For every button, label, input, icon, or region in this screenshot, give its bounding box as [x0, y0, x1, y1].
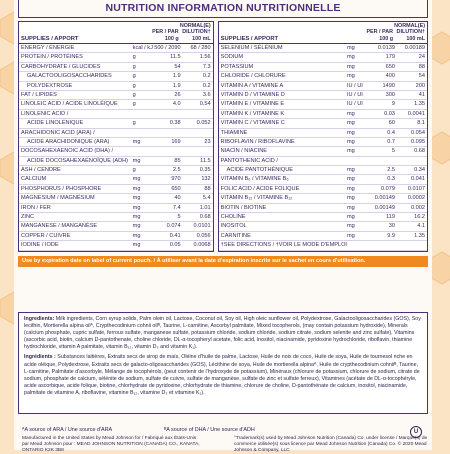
value-per-100g: 60	[388, 120, 395, 127]
nutrient-label: CARNITINE	[220, 232, 251, 239]
table-header	[19, 22, 213, 44]
nutrient-unit: mg	[347, 148, 355, 155]
nutrient-label: ACIDE ARACHIDONIQUE (ARA)	[27, 138, 110, 145]
nutrient-unit: mg	[347, 167, 355, 174]
nutrient-unit: g	[132, 82, 136, 89]
nutrient-unit: mg	[347, 110, 355, 117]
nutrient-unit: mg	[132, 138, 141, 145]
value-per-100g: 0.03	[384, 110, 395, 117]
value-per-100ml: 0.002	[411, 204, 425, 211]
nutrient-label: CHOLINE	[220, 214, 246, 221]
nutrient-row	[19, 72, 213, 81]
nutrient-row	[219, 147, 427, 156]
nutrient-unit: mg	[347, 185, 355, 192]
value-per-100g: 650	[385, 63, 395, 70]
value-per-100ml: 0.34	[414, 167, 425, 174]
nutrient-label: MANGANESE / MANGANÈSE	[21, 223, 98, 230]
nutrient-label: VITAMIN A / VITAMINE A	[220, 82, 284, 89]
value-per-100ml: 23	[204, 138, 211, 145]
value-per-100g: 1.9	[172, 73, 181, 80]
nutrient-label: PROTEIN / PROTÉINES	[21, 54, 83, 61]
value-per-100g	[365, 157, 395, 165]
value-per-100g: 0.079	[381, 185, 395, 192]
table-header-label: SUPPLIES / APPORT	[21, 36, 79, 42]
value-per-100ml: 41	[418, 91, 425, 98]
nutrient-unit: mg	[132, 176, 141, 183]
value-per-100ml: 3.6	[202, 91, 211, 98]
value-per-100g: 54	[174, 63, 181, 70]
nutrient-row	[219, 119, 427, 128]
value-per-100ml: 1.01	[199, 204, 211, 211]
nutrient-row	[19, 91, 213, 100]
value-per-100g: 0.7	[387, 138, 395, 145]
value-per-100ml: 0.68	[199, 214, 211, 221]
per-par-text: PER / PAR	[366, 29, 393, 36]
per-100g-header	[147, 29, 179, 42]
value-per-100g: 9.9	[387, 232, 395, 239]
value-per-100ml	[181, 110, 211, 118]
nutrient-unit: mg	[347, 73, 355, 80]
nutrient-row	[219, 63, 427, 72]
per-100ml-text: 100 mL	[406, 35, 425, 42]
normal-text: NORMAL(E)	[179, 22, 211, 29]
nutrient-unit: mg	[347, 223, 355, 230]
nutrient-label: COPPER / CUIVRE	[21, 232, 71, 239]
nutrient-label: VITAMIN E / VITAMINE E	[220, 101, 285, 108]
value-per-100g	[365, 241, 395, 249]
ingredients-french	[24, 354, 422, 397]
nutrient-label: FAT / LIPIDES	[21, 91, 57, 98]
nutrition-panel	[14, 0, 432, 312]
value-per-100ml: 0.2	[202, 73, 211, 80]
nutrient-row	[19, 175, 213, 184]
value-per-100g	[151, 129, 181, 137]
value-per-100ml: 4.1	[417, 223, 425, 230]
nutrient-row	[219, 204, 427, 213]
value-per-100ml: 0.00189	[404, 45, 425, 51]
value-per-100g: 7.4	[172, 204, 181, 211]
nutrient-row	[219, 166, 427, 175]
value-per-100ml: 0.0002	[407, 195, 425, 202]
nutrient-label: ARACHIDONIC ACID (ARA) /	[21, 129, 95, 136]
nutrient-row	[19, 147, 213, 156]
nutrient-unit: kcal / kJ	[132, 45, 153, 51]
value-per-100ml: 5.4	[202, 195, 211, 202]
nutrient-label: CALCIUM	[21, 176, 47, 183]
value-per-100ml: 0.095	[411, 138, 425, 145]
value-per-100ml: 0.54	[199, 101, 211, 108]
nutrient-label: NIACIN / NIACINE	[220, 148, 267, 155]
value-per-100g: 26	[174, 91, 181, 98]
per-100ml-text: 100 mL	[192, 35, 211, 42]
nutrient-row	[19, 185, 213, 194]
value-per-100ml: 0.054	[411, 129, 425, 136]
ingredients-fr-label: Ingrédients :	[24, 354, 56, 361]
value-per-100ml: 0.35	[199, 167, 211, 174]
value-per-100ml: 0.68	[414, 148, 425, 155]
value-per-100g: 169	[171, 138, 181, 145]
value-per-100ml: 0.2	[202, 82, 211, 89]
panel-title: NUTRITION INFORMATION NUTRITIONNELLE	[18, 0, 428, 18]
nutrient-unit: g	[132, 167, 136, 174]
value-per-100g: 0.41	[169, 232, 181, 239]
footnote-ara: ᴬA source of ARA / Une source d'ARA	[22, 427, 113, 433]
nutrient-label: DOCOSAHEXAENOIC ACID (DHA) /	[21, 148, 113, 155]
nutrient-unit: mg	[347, 63, 355, 70]
value-per-100ml: 0.056	[196, 232, 211, 239]
nutrient-unit: mg	[132, 185, 141, 192]
value-per-100g: 0.3	[387, 176, 395, 183]
nutrient-row	[219, 185, 427, 194]
nutrient-label: SELENIUM / SÉLÉNIUM	[220, 45, 283, 51]
value-per-100g: 1.9	[172, 82, 181, 89]
ingredients-english	[24, 316, 422, 351]
nutrient-row	[219, 44, 427, 53]
value-per-100ml: 132	[201, 176, 211, 183]
nutrient-rows-left	[19, 44, 213, 251]
value-per-100ml: 68 / 280	[190, 45, 211, 51]
nutrient-label: ACIDE DOCOSAHEXAÉNOÏQUE (ADH)	[27, 157, 129, 164]
per-par-text: PER / PAR	[152, 29, 179, 36]
value-per-100g: 0.074	[166, 223, 181, 230]
nutrient-row	[19, 82, 213, 91]
nutrient-unit: mg	[132, 232, 141, 239]
nutrient-unit: mg	[347, 232, 355, 239]
nutrient-unit: g	[132, 101, 136, 108]
expiration-note: Use by expiration date on label of current pouch. / À utiliser avant la date d'expiration inscrite sur le sachet en cours d'utilisation.	[18, 256, 428, 267]
value-per-100g: 650	[171, 185, 181, 192]
ingredients-fr-text: Substances laitières, Extraits secs de sirop de maïs, Oléine d'huile de palme, Lactose, Huile de noix de coco, Huile de soya, Huile de tournesol riche en acide oléique, Polydextrose, Extraits secs de galacto-oligosaccharides (GOS), Lécithine de soya, Huile de mortierella alpinaᴬ, Huile de crypthecodinium cohniiᴮ, Taurine, L-carnitine, Palmitate d'ascorbyle, Mélange de tocophérols, (peut contenir de l'hydroxyde de potassium), Minéraux (chlorure de potassium, chlorure de sodium, citrate de sodium, phosphate de calcium, sélénite de sodium, sulfate de cuivre, sulfate de manganèse, sulfate de zinc et sulfate ferreux), Vitamines (acétate de DL-α-tocophéryle, acide ascorbique, acide folique, biotine, chlorhydrate de pyridoxine, chlorhydrate de thiamine, chlorure de choline, D-pantothénate de calcium, inositol, niacinamide, palmitate de vitamine A, riboflavine, vitamine B₁₂, vitamine D₃ et vitamine K₁).	[24, 354, 420, 396]
nutrient-label: MAGNESIUM / MAGNÉSIUM	[21, 195, 95, 202]
nutrient-label: LINOLEIC ACID / ACIDE LINOLÉIQUE	[21, 101, 118, 108]
value-per-100ml: 88	[204, 185, 211, 192]
nutrient-row	[19, 194, 213, 203]
nutrient-label: INOSITOL	[220, 223, 247, 230]
nutrient-row	[19, 157, 213, 166]
value-per-100ml: 11.5	[200, 157, 211, 164]
nutrient-row	[219, 72, 427, 81]
nutrient-unit: mg	[132, 204, 141, 211]
value-per-100ml: 54	[418, 73, 425, 80]
value-per-100ml: 0.041	[411, 176, 425, 183]
table-header-label: SUPPLIES / APPORT	[220, 36, 279, 42]
nutrient-label: FOLIC ACID / ACIDE FOLIQUE	[220, 185, 300, 192]
nutrient-unit: mg	[347, 214, 355, 221]
nutrient-label: RIBOFLAVIN / RIBOFLAVINE	[220, 138, 295, 145]
trademark-text: °Trademark(s) used by Mead Johnson Nutrition (Canada) Co. under license / Marque(s) de commerce utilisée(s) sous licence par Mead Johnson Nutrition (Canada) Co. © 2020 Mead Johnson & Company, LLC	[234, 436, 428, 453]
value-per-100g: 5	[391, 148, 395, 155]
table-header	[219, 22, 427, 44]
value-per-100g: 2.5	[387, 167, 395, 174]
nutrient-row	[219, 213, 427, 222]
value-per-100ml: 1.35	[414, 101, 425, 108]
nutrient-unit: mg	[347, 129, 355, 136]
nutrient-unit	[133, 147, 151, 155]
value-per-100g: 40	[174, 195, 181, 202]
value-per-100g: 85	[174, 157, 181, 164]
value-per-100g: 1490	[382, 82, 395, 89]
nutrient-label: PANTOTHENIC ACID /	[220, 157, 278, 164]
nutrient-unit: g	[132, 73, 136, 80]
value-per-100g: 0.0139	[377, 45, 395, 51]
nutrient-unit: mg	[347, 45, 355, 51]
nutrient-unit: mg	[132, 157, 141, 164]
value-per-100g	[151, 110, 181, 118]
value-per-100ml: 1.56	[199, 54, 211, 61]
value-per-100g: 300	[385, 91, 395, 98]
nutrient-row	[219, 194, 427, 203]
value-per-100g: 0.4	[387, 129, 395, 136]
per-100g-header	[361, 29, 393, 42]
nutrient-label: THIAMINE	[220, 129, 248, 136]
nutrition-table-left	[18, 21, 214, 252]
nutrient-unit	[347, 157, 365, 165]
value-per-100ml: 1.35	[414, 232, 425, 239]
nutrient-label: GALACTOOLIGOSACCHARIDES	[27, 73, 112, 80]
nutrient-label: IODINE / IODE	[21, 242, 59, 249]
value-per-100g: 0.05	[169, 242, 181, 249]
nutrient-row	[219, 82, 427, 91]
nutrient-row	[219, 232, 427, 241]
nutrient-unit: IU / UI	[347, 91, 363, 98]
value-per-100g: 0.00149	[374, 195, 395, 202]
value-per-100g: 4.0	[172, 101, 181, 108]
nutrient-row	[219, 91, 427, 100]
nutrient-row	[219, 110, 427, 119]
value-per-100g: 119	[386, 214, 395, 221]
value-per-100g: 5	[177, 214, 181, 221]
nutrient-label: POLYDEXTROSE	[27, 82, 73, 89]
nutrient-row	[19, 129, 213, 138]
nutrient-row	[219, 138, 427, 147]
per-100g-text: 100 g	[164, 35, 179, 42]
value-per-100ml	[395, 157, 425, 165]
value-per-100ml: 0.0107	[407, 185, 425, 192]
value-per-100g: 500 / 2090	[154, 45, 181, 51]
nutrient-unit: mg	[347, 120, 355, 127]
value-per-100g	[151, 147, 181, 155]
nutrient-unit: mg	[132, 195, 141, 202]
nutrient-label: VITAMIN B₁₂ / VITAMINE B₁₂	[220, 195, 293, 202]
value-per-100ml: 88	[418, 63, 425, 70]
value-per-100ml: 7.3	[202, 63, 211, 70]
value-per-100g: 2.5	[172, 167, 181, 174]
ingredients-en-text: Milk ingredients, Corn syrup solids, Palm olein oil, Lactose, Coconut oil, Soy oil, High oleic sunflower oil, Polydextrose, Galactooligosaccharides (GOS), Soy lecithin, Mortierella alpina oilᴬ, Crypthecodinium cohnii oilᴮ, Taurine, L-carnitine, Ascorbyl palmitate, Mixed tocopherols, (may contain potassium hydroxide), Minerals (calcium phosphate, cupric sulfate, ferrous sulfate, manganese sulfate, potassium chloride, sodium chloride, sodium citrate, sodium selenite and zinc sulfate), Vitamins (ascorbic acid, biotin, calcium D-pantothenate, choline chloride, DL-α-tocopheryl acetate, folic acid, inositol, niacinamide, pyridoxine hydrochloride, riboflavin, thiamine hydrochloride, vitamin A palmitate, vitamin B₁₂, vitamin D₃ and vitamin K₁).	[24, 316, 421, 351]
value-per-100g: 9	[391, 101, 395, 108]
value-per-100ml: 16.2	[414, 214, 425, 221]
dilution-text: DILUTION†	[182, 29, 211, 36]
ingredients-box	[18, 312, 428, 414]
ingredients-en-label: Ingredients:	[24, 316, 55, 322]
value-per-100g: 0.00149	[374, 204, 395, 211]
per-100g-text: 100 g	[379, 35, 393, 42]
nutrient-unit: mg	[132, 223, 141, 230]
nutrient-row	[219, 53, 427, 62]
kosher-symbol-icon: U	[410, 426, 422, 438]
nutrient-label: VITAMIN D / VITAMINE D	[220, 91, 285, 98]
nutrient-row	[19, 222, 213, 231]
nutrient-unit: mg	[132, 242, 141, 249]
nutrient-row	[19, 241, 213, 250]
nutrient-row	[219, 222, 427, 231]
nutrient-label: SODIUM	[220, 54, 244, 61]
value-per-100g: 970	[171, 176, 181, 183]
nutrient-row	[19, 100, 213, 109]
value-per-100ml: 0.0101	[193, 223, 211, 230]
value-per-100g: 400	[385, 73, 395, 80]
value-per-100ml: 24	[418, 54, 425, 61]
nutrient-label: VITAMIN B₆ / VITAMINE B₆	[220, 176, 289, 183]
value-per-100ml: 0.0068	[193, 242, 211, 249]
nutrition-table-right	[218, 21, 428, 252]
nutrient-label: ZINC	[21, 214, 35, 221]
nutrient-label: ACIDE PANTOTHÉNIQUE	[226, 167, 293, 174]
nutrient-row	[19, 53, 213, 62]
nutrient-label: PHOSPHORUS / PHOSPHORE	[21, 185, 102, 192]
value-per-100ml	[395, 241, 425, 249]
nutrient-label: LINOLENIC ACID /	[21, 110, 69, 117]
nutrient-label: VITAMIN K / VITAMINE K	[220, 110, 285, 117]
nutrient-row	[219, 241, 427, 250]
nutrient-unit: g	[132, 54, 136, 61]
nutrient-label: CHLORIDE / CHLORURE	[220, 73, 286, 80]
nutrient-row	[19, 110, 213, 119]
footer	[14, 424, 432, 453]
nutrient-row	[219, 129, 427, 138]
nutrient-row	[19, 138, 213, 147]
normal-dilution-header	[393, 23, 425, 42]
nutrient-unit: mg	[132, 214, 141, 221]
nutrient-unit	[133, 129, 151, 137]
nutrient-unit: mg	[347, 54, 355, 61]
nutrient-label: IRON / FER	[21, 204, 51, 211]
value-per-100g: 30	[388, 223, 395, 230]
nutrient-row	[219, 100, 427, 109]
nutrient-unit	[133, 110, 151, 118]
manufacturer-text: Manufactured in the United States by Mead Johnson for / Fabriqué aux États-Unis par Mead Johnson pour : MEAD JOHNSON NUTRITION (CANADA) CO., KANATA, ONTARIO K2K 3B8	[22, 436, 200, 453]
normal-dilution-header	[179, 23, 211, 42]
value-per-100g: 0.38	[169, 120, 181, 127]
nutrient-unit: IU / UI	[347, 101, 363, 108]
nutrient-label: VITAMIN C / VITAMINE C	[220, 120, 285, 127]
value-per-100ml: 200	[415, 82, 425, 89]
nutrient-row	[19, 44, 213, 53]
nutrient-row	[19, 166, 213, 175]
ingredients-section	[14, 312, 432, 424]
nutrient-label: ACIDE LINOLÉNIQUE	[27, 120, 84, 127]
value-per-100ml	[181, 129, 211, 137]
nutrient-label: CARBOHYDRATE / GLUCIDES	[21, 63, 101, 70]
nutrient-label: BIOTIN / BIOTINE	[220, 204, 267, 211]
footnote-dha: ᴮA source of DHA / Une source d'ADH	[164, 427, 255, 433]
nutrient-row	[19, 119, 213, 128]
normal-text: NORMAL(E)	[394, 22, 425, 29]
nutrient-label: POTASSIUM	[220, 63, 254, 70]
nutrient-row	[19, 213, 213, 222]
nutrient-unit: mg	[347, 204, 355, 211]
nutrient-label: †SEE DIRECTIONS / †VOIR LE MODE D'EMPLOI	[220, 242, 347, 249]
nutrient-row	[219, 157, 427, 166]
nutrient-unit	[347, 241, 365, 249]
nutrient-unit: g	[132, 91, 136, 98]
nutrient-unit: mg	[347, 176, 355, 183]
nutrient-unit: mg	[347, 138, 355, 145]
nutrient-label: ASH / CENDRE	[21, 167, 61, 174]
nutrient-unit: mg	[347, 195, 355, 202]
nutrient-row	[19, 232, 213, 241]
value-per-100ml: 8.1	[417, 120, 425, 127]
dilution-text: DILUTION†	[396, 29, 425, 36]
nutrient-unit: g	[132, 120, 136, 127]
value-per-100g: 11.5	[170, 54, 181, 61]
value-per-100ml: 0.0041	[407, 110, 425, 117]
nutrient-row	[19, 204, 213, 213]
nutrition-tables	[18, 21, 428, 252]
value-per-100ml	[181, 147, 211, 155]
nutrient-row	[19, 63, 213, 72]
nutrient-rows-right	[219, 44, 427, 251]
nutrient-unit: g	[132, 63, 136, 70]
nutrient-unit: IU / UI	[347, 82, 363, 89]
value-per-100ml: 0.052	[196, 120, 211, 127]
value-per-100g: 179	[385, 54, 395, 61]
nutrient-row	[219, 175, 427, 184]
nutrient-label: ENERGY / ÉNERGIE	[21, 45, 75, 51]
